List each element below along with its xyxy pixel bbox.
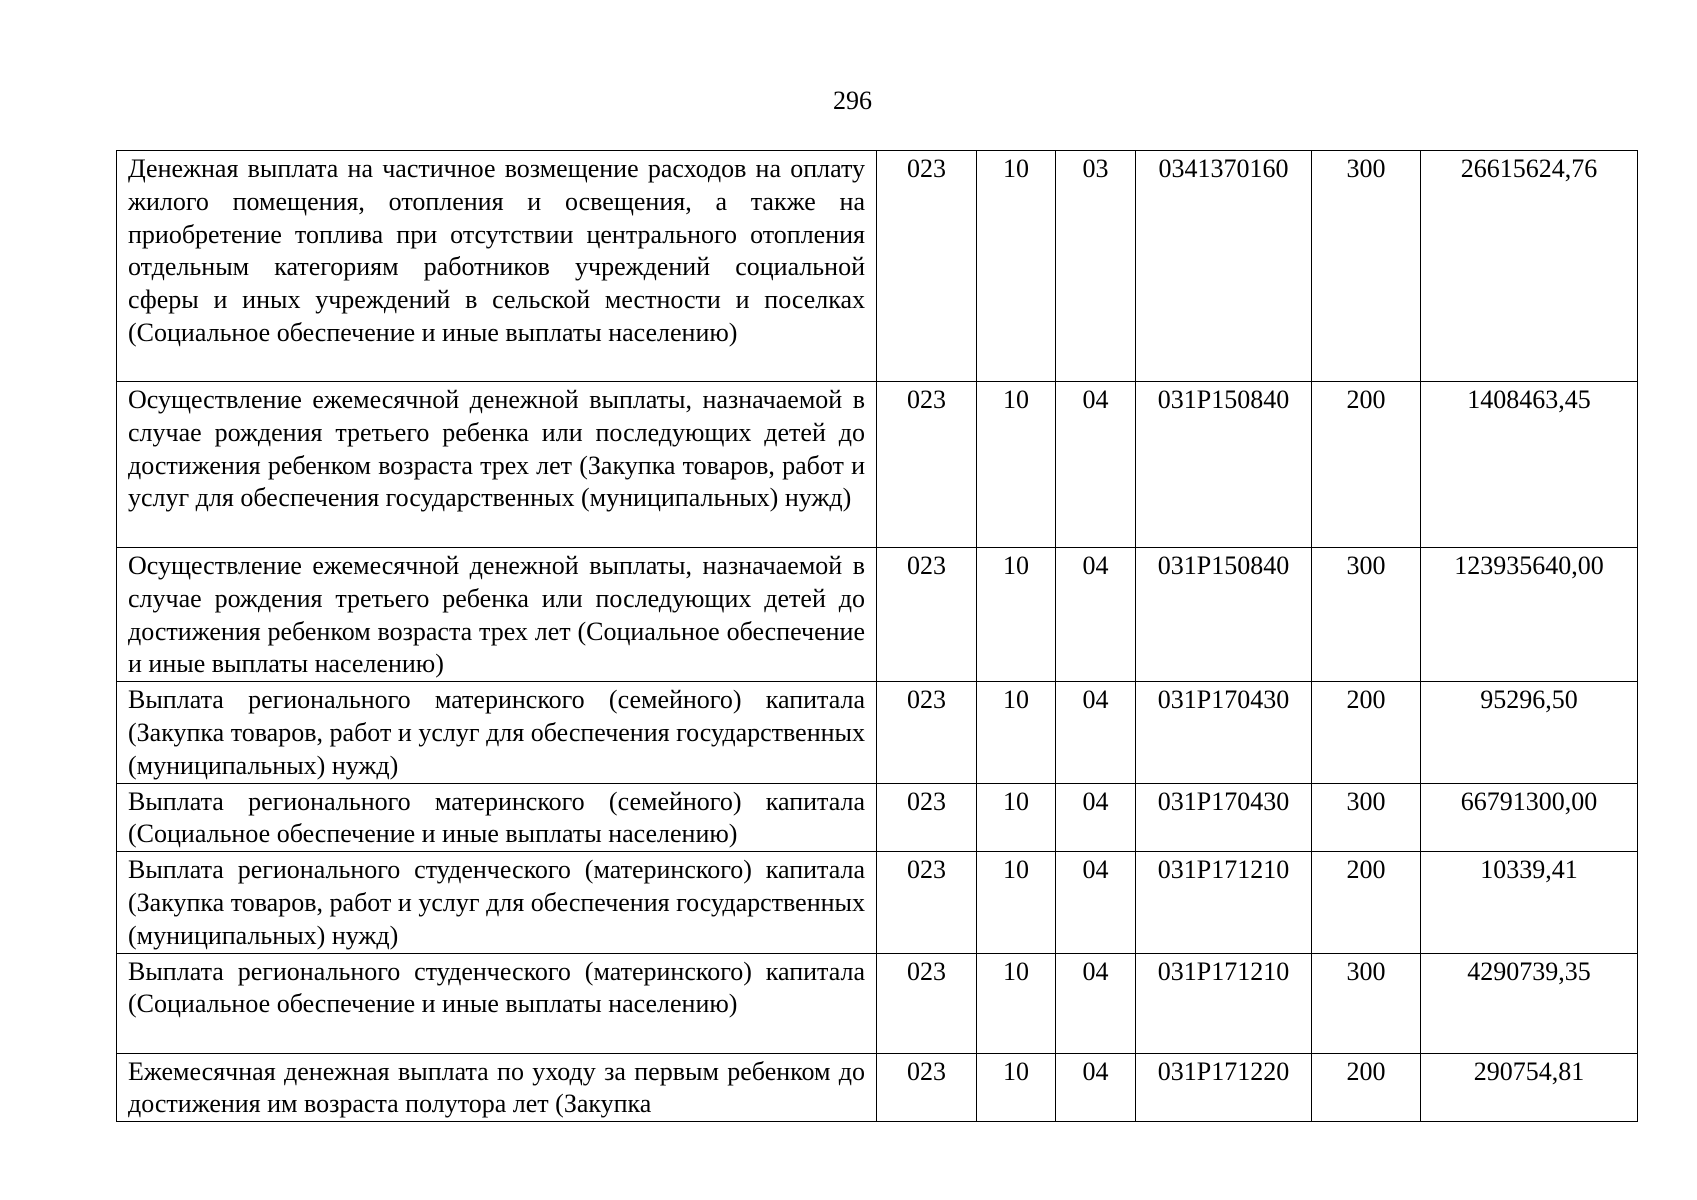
table-row	[117, 548, 1638, 682]
expense-type-code: 200	[1312, 682, 1421, 783]
section-code: 10	[977, 953, 1056, 1053]
ministry-code: 023	[877, 953, 977, 1053]
amount-value: 66791300,00	[1421, 783, 1638, 852]
table-row	[117, 852, 1638, 953]
ministry-code: 023	[877, 151, 977, 382]
subsection-code: 04	[1056, 382, 1136, 548]
subsection-code: 04	[1056, 953, 1136, 1053]
section-code: 10	[977, 682, 1056, 783]
table-row	[117, 151, 1638, 382]
section-code: 10	[977, 1053, 1056, 1122]
section-code: 10	[977, 783, 1056, 852]
subsection-code: 04	[1056, 783, 1136, 852]
ministry-code: 023	[877, 1053, 977, 1122]
row-description: Выплата регионального студенческого (материнского) капитала (Закупка товаров, работ и услуг для обеспечения государственных (муниципальных) нужд)	[117, 852, 877, 953]
expense-type-code: 200	[1312, 382, 1421, 548]
amount-value: 1408463,45	[1421, 382, 1638, 548]
row-description: Выплата регионального материнского (семейного) капитала (Социальное обеспечение и иные выплаты населению)	[117, 783, 877, 852]
subsection-code: 04	[1056, 852, 1136, 953]
section-code: 10	[977, 548, 1056, 682]
target-article-code: 031P150840	[1136, 382, 1312, 548]
ministry-code: 023	[877, 783, 977, 852]
subsection-code: 03	[1056, 151, 1136, 382]
section-code: 10	[977, 852, 1056, 953]
target-article-code: 031P150840	[1136, 548, 1312, 682]
expense-type-code: 300	[1312, 783, 1421, 852]
row-description: Выплата регионального материнского (семейного) капитала (Закупка товаров, работ и услуг для обеспечения государственных (муниципальных) нужд)	[117, 682, 877, 783]
table-row	[117, 382, 1638, 548]
expense-type-code: 300	[1312, 953, 1421, 1053]
ministry-code: 023	[877, 548, 977, 682]
amount-value: 123935640,00	[1421, 548, 1638, 682]
table-row	[117, 953, 1638, 1053]
amount-value: 4290739,35	[1421, 953, 1638, 1053]
expense-type-code: 300	[1312, 151, 1421, 382]
subsection-code: 04	[1056, 548, 1136, 682]
expense-type-code: 200	[1312, 1053, 1421, 1122]
section-code: 10	[977, 151, 1056, 382]
ministry-code: 023	[877, 382, 977, 548]
subsection-code: 04	[1056, 1053, 1136, 1122]
row-description: Денежная выплата на частичное возмещение расходов на оплату жилого помещения, отопления и освещения, а также на приобретение топлива при отсутствии центрального отопления отдельным категориям работников учреждений социальной сферы и иных учреждений в сельской местности и поселках (Социальное обеспечение и иные выплаты населению)	[117, 151, 877, 382]
table-row	[117, 1053, 1638, 1122]
target-article-code: 0341370160	[1136, 151, 1312, 382]
target-article-code: 031P170430	[1136, 682, 1312, 783]
target-article-code: 031P171210	[1136, 852, 1312, 953]
row-description: Осуществление ежемесячной денежной выплаты, назначаемой в случае рождения третьего ребенка или последующих детей до достижения ребенком возраста трех лет (Закупка товаров, работ и услуг для обеспечения государственных (муниципальных) нужд)	[117, 382, 877, 548]
row-description: Выплата регионального студенческого (материнского) капитала (Социальное обеспечение и иные выплаты населению)	[117, 953, 877, 1053]
section-code: 10	[977, 382, 1056, 548]
budget-table	[116, 150, 1638, 1122]
amount-value: 290754,81	[1421, 1053, 1638, 1122]
table-row	[117, 783, 1638, 852]
target-article-code: 031P171210	[1136, 953, 1312, 1053]
table-row	[117, 682, 1638, 783]
target-article-code: 031P171220	[1136, 1053, 1312, 1122]
amount-value: 26615624,76	[1421, 151, 1638, 382]
amount-value: 10339,41	[1421, 852, 1638, 953]
expense-type-code: 300	[1312, 548, 1421, 682]
row-description: Осуществление ежемесячной денежной выплаты, назначаемой в случае рождения третьего ребенка или последующих детей до достижения ребенком возраста трех лет (Социальное обеспечение и иные выплаты населению)	[117, 548, 877, 682]
ministry-code: 023	[877, 682, 977, 783]
ministry-code: 023	[877, 852, 977, 953]
row-description: Ежемесячная денежная выплата по уходу за первым ребенком до достижения им возраста полутора лет (Закупка	[117, 1053, 877, 1122]
subsection-code: 04	[1056, 682, 1136, 783]
expense-type-code: 200	[1312, 852, 1421, 953]
amount-value: 95296,50	[1421, 682, 1638, 783]
page-number: 296	[833, 86, 872, 115]
target-article-code: 031P170430	[1136, 783, 1312, 852]
